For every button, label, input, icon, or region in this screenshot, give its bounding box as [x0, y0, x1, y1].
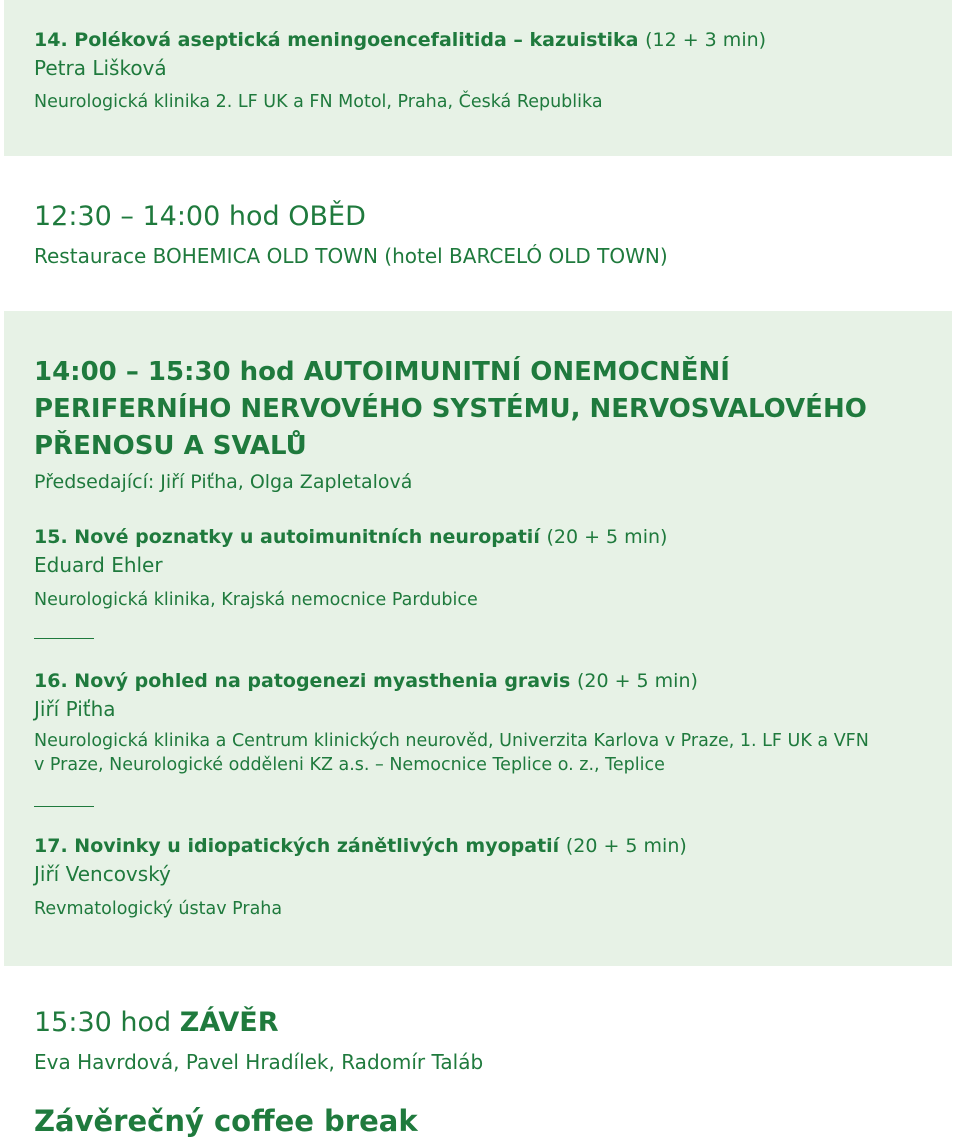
talk-17-institution: Revmatologický ústav Praha: [34, 899, 283, 919]
coffee-break: Závěrečný coffee break: [34, 1104, 418, 1138]
talk-15-author: Eduard Ehler: [34, 553, 163, 577]
lunch-heading: 12:30 – 14:00 hod OBĚD: [34, 201, 366, 232]
closing-speakers: Eva Havrdová, Pavel Hradílek, Radomír Taláb: [34, 1050, 484, 1074]
talk-16-author: Jiří Piťha: [34, 697, 116, 721]
talk-16-institution-line1: Neurologická klinika a Centrum klinických neurověd, Univerzita Karlova v Praze, 1. LF UK a VFN: [34, 731, 869, 751]
talk-14-title: 14. Poléková aseptická meningoencefalitida – kazuistika (12 + 3 min): [34, 29, 767, 51]
talk-17-author: Jiří Vencovský: [34, 862, 171, 886]
talk-17-title: 17. Novinky u idiopatických zánětlivých myopatií (20 + 5 min): [34, 835, 687, 857]
closing-heading: 15:30 hod ZÁVĚR: [34, 1007, 279, 1038]
separator: [34, 806, 94, 807]
talk-16-institution-line2: v Praze, Neurologické odděleni KZ a.s. – Nemocnice Teplice o. z., Teplice: [34, 755, 665, 775]
session-chairs: Předsedající: Jiří Piťha, Olga Zapletalová: [34, 471, 413, 493]
talk-16-title: 16. Nový pohled na patogenezi myasthenia gravis (20 + 5 min): [34, 670, 698, 692]
talk-15-institution: Neurologická klinika, Krajská nemocnice Pardubice: [34, 590, 478, 610]
session-title: 14:00 – 15:30 hod AUTOIMUNITNÍ ONEMOCNĚNÍ PERIFERNÍHO NERVOVÉHO SYSTÉMU, NERVOSVALOVÉHO PŘENOSU A SVALŮ: [34, 357, 867, 461]
separator: [34, 638, 94, 639]
talk-15-title: 15. Nové poznatky u autoimunitních neuropatií (20 + 5 min): [34, 526, 668, 548]
talk-14-institution: Neurologická klinika 2. LF UK a FN Motol, Praha, Česká Republika: [34, 92, 603, 112]
lunch-venue: Restaurace BOHEMICA OLD TOWN (hotel BARCELÓ OLD TOWN): [34, 244, 668, 268]
talk-14-author: Petra Lišková: [34, 56, 167, 80]
